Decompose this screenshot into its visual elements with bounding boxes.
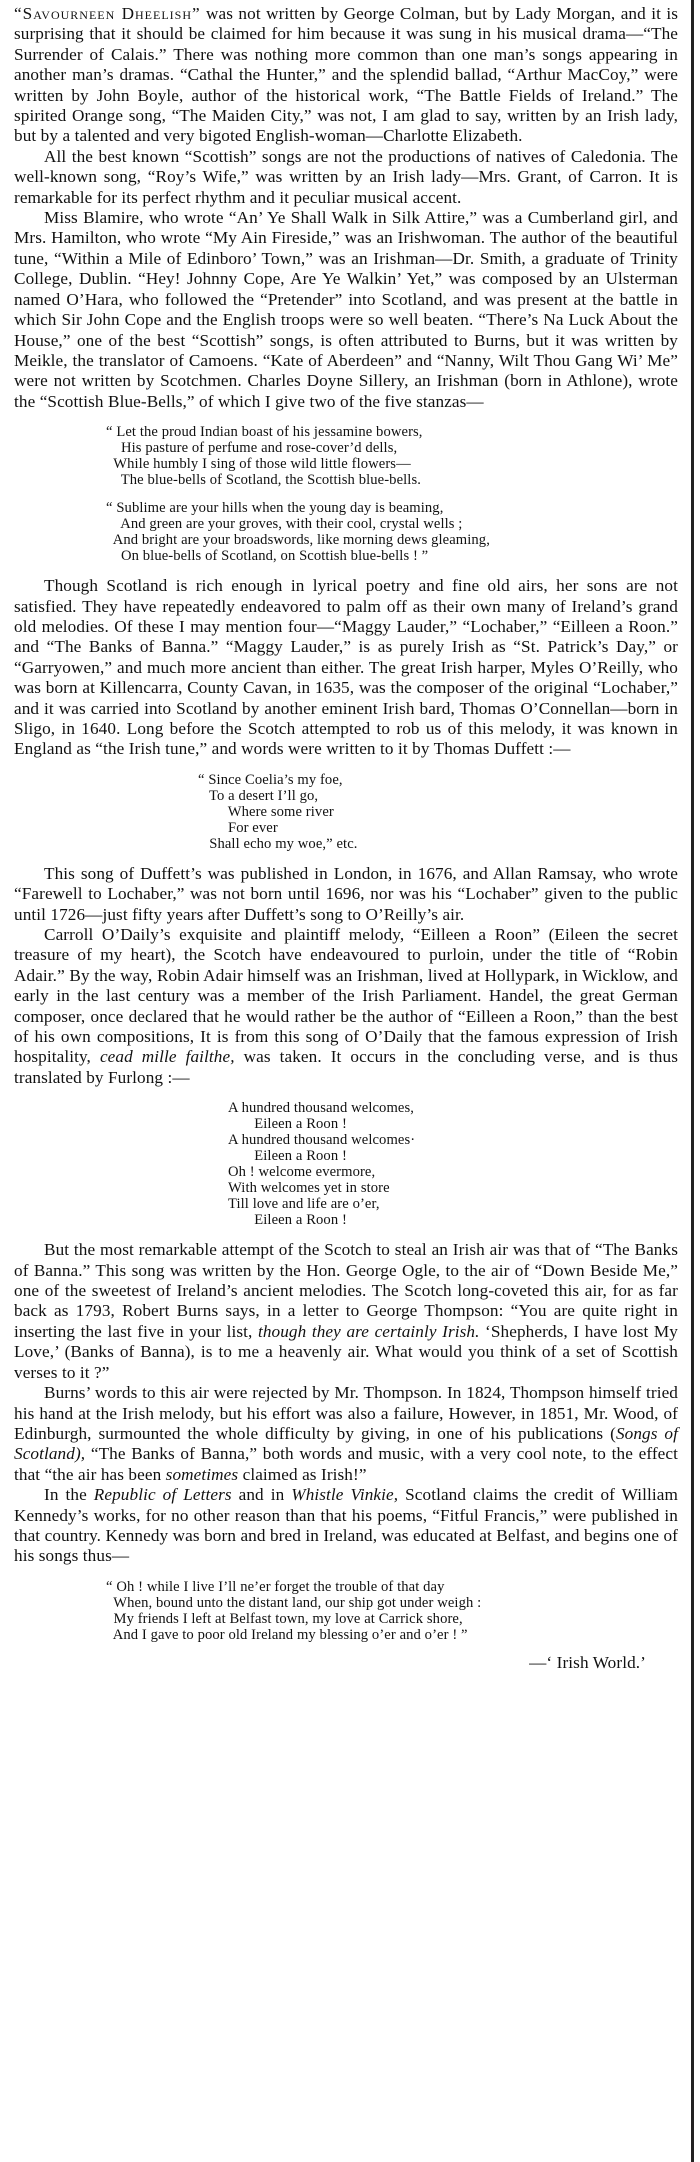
paragraph-text: was taken. It occurs in the concluding verse, and is thus translated by Furlong :— — [14, 1047, 678, 1087]
paragraph-scottish-songs: All the best known “Scottish” songs are not the productions of natives of Caledonia. The well-known song, “Roy’s Wife,” was written by an Irish lady—Mrs. Grant, of Carron. It is remarkable for its perfect rhythm and it peculiar musical accent. — [14, 146, 678, 207]
verse-line: Till love and life are o’er, — [228, 1196, 380, 1213]
paragraph-scotland-airs: Though Scotland is rich enough in lyrical poetry and fine old airs, her sons are not satisfied. They have repeatedly endeavored to palm off as their own many of Ireland’s grand old melodies. Of these I may mention four—“Maggy Lauder,” “Lochaber,” “Eilleen a Roon.” and “The Banks of Banna.” “Maggy Lauder,” is as purely Irish as “St. Patrick’s Day,” or “Garryowen,” and much more ancient than either. The great Irish harper, Myles O’Reilly, who was born at Killencarra, County Cavan, in 1635, was the composer of the original “Lochaber,” and it was carried into Scotland by another eminent Irish bard, Thomas O’Connellan—born in Sligo, in 1640. Long before the Scotch attempted to rob us of this melody, it was known in England as “the Irish tune,” and words were written to it by Thomas Duffett :— — [14, 576, 678, 759]
verse-line: For ever — [198, 819, 278, 836]
duffett-song — [14, 772, 678, 852]
paragraph-text: “The Banks of Banna,” both words and music, with a very cool note, to the effect that “the air has been — [14, 1444, 678, 1484]
italic-phrase: Whistle Vinkie, — [291, 1485, 399, 1505]
verse-line: My friends I left at Belfast town, my love at Carrick shore, — [106, 1610, 463, 1627]
verse-line: And bright are your broadswords, like morning dews gleaming, — [106, 532, 490, 549]
paragraph-text: claimed as Irish!” — [238, 1464, 367, 1484]
verse-line: A hundred thousand welcomes· — [228, 1132, 416, 1149]
verse-line: Eileen a Roon ! — [228, 1116, 347, 1133]
eileen-verse — [14, 1100, 678, 1228]
paragraph-text: Scotland claims the credit of William Kennedy’s works, for no other reason than that his poems, “Fitful Francis,” were published in that country. Kennedy was born and bred in Ireland, was educated at Belfast, and begins one of his songs thus— — [14, 1485, 678, 1566]
verse-line: “ Let the proud Indian boast of his jessamine bowers, — [106, 424, 423, 441]
verse-line: When, bound unto the distant land, our ship got under weigh : — [106, 1594, 482, 1611]
verse-line: His pasture of perfume and rose-cover’d dells, — [106, 440, 398, 457]
italic-phrase: though they are certainly Irish. — [257, 1321, 480, 1341]
verse-line: Eileen a Roon ! — [228, 1212, 347, 1229]
paragraph-blamire: Miss Blamire, who wrote “An’ Ye Shall Walk in Silk Attire,” was a Cumberland girl, and Mrs. Hamilton, who wrote “My Ain Fireside,” was an Irishwoman. The author of the beautiful tune, “Within a Mile of Edinboro’ Town,” was an Irishman—Dr. Smith, a graduate of Trinity College, Dublin. “Hey! Johnny Cope, Are Ye Walkin’ Yet,” was composed by an Ulsterman named O’Hara, who followed the “Pretender” into Scotland, and was present at the battle in which Sir John Cope and the English troops were so well beaten. “There’s Na Luck About the House,” one of the best “Scottish” songs, is often attributed to Burns, but it was written by Meikle, the translator of Camoens. “Kate of Aberdeen” and “Nanny, Wilt Thou Gang Wi’ Me” were not written by Scotchmen. Charles Doyne Sillery, an Irishman (born in Athlone), wrote the “Scottish Blue-Bells,” of which I give two of the five stanzas— — [14, 208, 678, 411]
verse-line: While humbly I sing of those wild little flowers— — [106, 456, 411, 473]
verse-line: On blue-bells of Scotland, on Scottish blue-bells ! ” — [106, 548, 429, 565]
bluebells-stanza-2 — [14, 500, 678, 564]
italic-phrase: Republic of Letters — [93, 1485, 232, 1505]
paragraph-text: In the — [44, 1485, 94, 1505]
italic-phrase: Songs of Scotland), — [14, 1423, 678, 1464]
verse-line: Eileen a Roon ! — [228, 1148, 347, 1165]
verse-line: Shall echo my woe,” etc. — [198, 835, 358, 852]
verse-line: And green are your groves, with their cool, crystal wells ; — [106, 516, 463, 533]
paragraph-text: and in — [231, 1485, 292, 1505]
paragraph-text: Carroll O’Daily’s exquisite and plaintiff melody, “Eilleen a Roon” (Eileen the secret treasure of my heart), the Scotch have endeavoured to purloin, under the title of “Robin Adair.” By the way, Robin Adair himself was an Irishman, lived at Hollypark, in Wicklow, and early in the last century was a member of the Irish Parliament. Handel, the great German composer, once declared that he would rather be the author of “Eilleen a Roon,” than the best of his own compositions, It is from this song of O’Daily that the famous expression of Irish hospitality, — [14, 925, 678, 1067]
verse-line: A hundred thousand welcomes, — [228, 1100, 414, 1117]
article-column — [14, 4, 678, 1673]
paragraph-odaily — [14, 925, 678, 1088]
italic-phrase: cead mille failthe, — [99, 1047, 235, 1067]
verse-line: “ Since Coelia’s my foe, — [198, 771, 343, 788]
paragraph-kennedy — [14, 1485, 678, 1567]
kennedy-song — [14, 1579, 678, 1643]
paragraph-savourneen — [14, 4, 678, 147]
source-credit: —‘ Irish World.’ — [529, 1652, 646, 1672]
paragraph-text: Burns’ words to this air were rejected by Mr. Thompson. In 1824, Thompson himself tried his hand at the Irish melody, but his effort was also a failure, However, in 1851, Mr. Wood, of Edinburgh, surmounted the whole difficulty by giving, in one of his publications ( — [14, 1383, 678, 1443]
verse-line: The blue-bells of Scotland, the Scottish blue-bells. — [106, 472, 421, 489]
paragraph-text: But the most remarkable attempt of the Scotch to steal an Irish air was that of “The Banks of Banna.” This song was written by the Hon. George Ogle, to the air of “Down Beside Me,” one of the sweetest of Ireland’s ancient melodies. The Scotch long-coveted this air, for as far back as 1793, Robert Burns says, in a letter to George Thompson: “You are quite right in inserting the last five in your list, — [14, 1240, 678, 1341]
lead-in-title: “Savourneen Dheelish” — [14, 4, 201, 23]
paragraph-banks-of-banna — [14, 1240, 678, 1383]
paragraph-text: was not written by George Colman, but by Lady Morgan, and it is surprising that it should be claimed for him because it was sung in his musical drama—“The Surrender of Calais.” There was nothing more common than one man’s songs appearing in another man’s dramas. “Cathal the Hunter,” and the splendid ballad, “Arthur MacCoy,” were written by John Boyle, author of the historical work, “The Battle Fields of Ireland.” The spirited Orange song, “The Maiden City,” was not, I am glad to say, written by an Irish lady, but by a talented and very bigoted English-woman—Charlotte Elizabeth. — [14, 4, 678, 146]
bluebells-stanza-1 — [14, 424, 678, 488]
verse-line: “ Sublime are your hills when the young day is beaming, — [106, 500, 444, 517]
paragraph-burns-words — [14, 1383, 678, 1485]
verse-line: To a desert I’ll go, — [198, 787, 319, 804]
verse-line: With welcomes yet in store — [228, 1180, 390, 1197]
verse-line: Where some river — [198, 803, 334, 820]
verse-line: “ Oh ! while I live I’ll ne’er forget the trouble of that day — [106, 1578, 445, 1595]
paragraph-text: ‘Shepherds, I have lost My Love,’ (Banks of Banna), is to me a heavenly air. What would you think of a set of Scottish verses to it ?” — [14, 1321, 679, 1382]
verse-line: Oh ! welcome evermore, — [228, 1164, 376, 1181]
paragraph-duffett: This song of Duffett’s was published in London, in 1676, and Allan Ramsay, who wrote “Farewell to Lochaber,” was not born until 1696, nor was his “Lochaber” given to the public until 1726—just fifty years after Duffett’s song to O’Reilly’s air. — [14, 863, 678, 924]
verse-line: And I gave to poor old Ireland my blessing o’er and o’er ! ” — [106, 1626, 468, 1643]
italic-phrase: sometimes — [165, 1464, 239, 1484]
